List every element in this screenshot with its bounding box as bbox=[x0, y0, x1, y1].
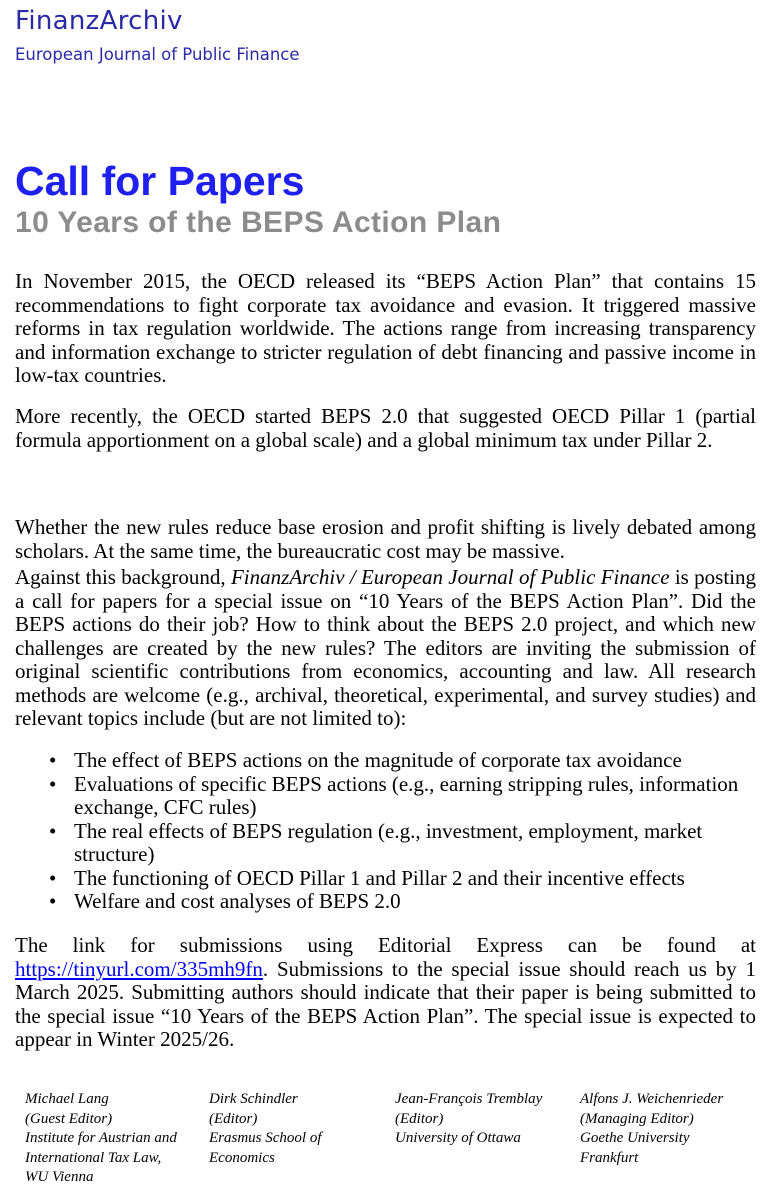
list-item bbox=[15, 749, 756, 773]
editor-weichenrieder bbox=[580, 1090, 723, 1168]
bullet-icon: • bbox=[49, 889, 57, 913]
editor-role: (Editor) bbox=[395, 1110, 444, 1127]
bullet-icon: • bbox=[49, 818, 57, 843]
editor-role: (Guest Editor) bbox=[25, 1110, 113, 1127]
editor-affiliation: International Tax Law, bbox=[25, 1149, 162, 1166]
list-item bbox=[15, 867, 756, 891]
submission-paragraph bbox=[15, 934, 756, 1052]
editor-role: (Managing Editor) bbox=[580, 1110, 694, 1127]
list-item-text: The effect of BEPS actions on the magnitude of corporate tax avoidance bbox=[74, 748, 682, 772]
editor-name: Michael Lang bbox=[25, 1091, 109, 1107]
editor-role: (Editor) bbox=[209, 1110, 258, 1127]
editor-affiliation: Institute for Austrian and bbox=[25, 1130, 177, 1146]
editor-affiliation: Erasmus School of bbox=[209, 1130, 322, 1146]
editor-schindler bbox=[209, 1090, 322, 1168]
list-item-text: The real effects of BEPS regulation (e.g., investment, employment, market structure) bbox=[74, 818, 703, 866]
call-paragraph-intro: Against this background, bbox=[15, 565, 231, 589]
journal-name: FinanzArchiv bbox=[15, 6, 183, 36]
journal-reference: FinanzArchiv / European Journal of Public Finance bbox=[230, 565, 670, 589]
submission-text-end: . Submissions to the special issue should reach us by 1 March 2025. Submitting authors should indicate that their paper is being submitted to the special issue “10 Years of the BEPS Action Plan”. The special issue is expected to appear in Winter 2025/26. bbox=[15, 956, 756, 1051]
submission-link[interactable]: https://tinyurl.com/335mh9fn bbox=[15, 956, 263, 981]
page-subtitle: 10 Years of the BEPS Action Plan bbox=[15, 206, 502, 239]
intro-paragraph: In November 2015, the OECD released its “BEPS Action Plan” that contains 15 recommendations to fight corporate tax avoidance and evasion. It triggered massive reforms in tax regulation worldwide. The actions range from increasing transparency and information exchange to stricter regulation of debt financing and passive income in low-tax countries. bbox=[15, 269, 756, 387]
list-item-text: Welfare and cost analyses of BEPS 2.0 bbox=[74, 889, 401, 913]
editor-tremblay bbox=[395, 1090, 542, 1149]
bullet-icon: • bbox=[49, 748, 57, 772]
page-title: Call for Papers bbox=[15, 158, 305, 204]
list-item bbox=[15, 890, 756, 914]
editor-name: Alfons J. Weichenrieder bbox=[580, 1091, 724, 1107]
editor-affiliation: Goethe University bbox=[580, 1130, 690, 1146]
editor-affiliation: University of Ottawa bbox=[395, 1130, 521, 1146]
beps2-paragraph: More recently, the OECD started BEPS 2.0 that suggested OECD Pillar 1 (partial formula apportionment on a global scale) and a global minimum tax under Pillar 2. bbox=[15, 404, 756, 452]
editor-affiliation: Frankfurt bbox=[580, 1149, 639, 1166]
editor-lang bbox=[25, 1090, 177, 1188]
list-item-text: The functioning of OECD Pillar 1 and Pillar 2 and their incentive effects bbox=[74, 865, 685, 890]
editor-affiliation: WU Vienna bbox=[25, 1169, 94, 1185]
list-item bbox=[15, 773, 756, 820]
bullet-icon: • bbox=[49, 771, 57, 796]
editor-name: Jean-François Tremblay bbox=[395, 1091, 543, 1107]
debate-paragraph: Whether the new rules reduce base erosion and profit shifting is lively debated among scholars. At the same time, the bureaucratic cost may be massive. bbox=[15, 515, 756, 563]
call-paragraph bbox=[15, 566, 756, 731]
submission-text-start: The link for submissions using Editorial Express can be found at bbox=[15, 933, 756, 957]
editor-name: Dirk Schindler bbox=[209, 1091, 298, 1107]
topics-list bbox=[15, 749, 756, 914]
call-paragraph-rest: is posting a call for papers for a special issue on “10 Years of the BEPS Action Plan”. Did the BEPS actions do their job? How to think about the BEPS 2.0 project, and which new challenges are created by the new rules? The editors are inviting the submission of original scientific contributions from economics, accounting and law. All research methods are welcome (e.g., archival, theoretical, experimental, and survey studies) and relevant topics include (but are not limited to): bbox=[15, 565, 756, 730]
journal-subtitle: European Journal of Public Finance bbox=[15, 45, 300, 64]
list-item bbox=[15, 820, 756, 867]
editor-affiliation: Economics bbox=[209, 1149, 275, 1166]
list-item-text: Evaluations of specific BEPS actions (e.g., earning stripping rules, information exchange, CFC rules) bbox=[74, 771, 739, 819]
bullet-icon: • bbox=[49, 865, 57, 890]
